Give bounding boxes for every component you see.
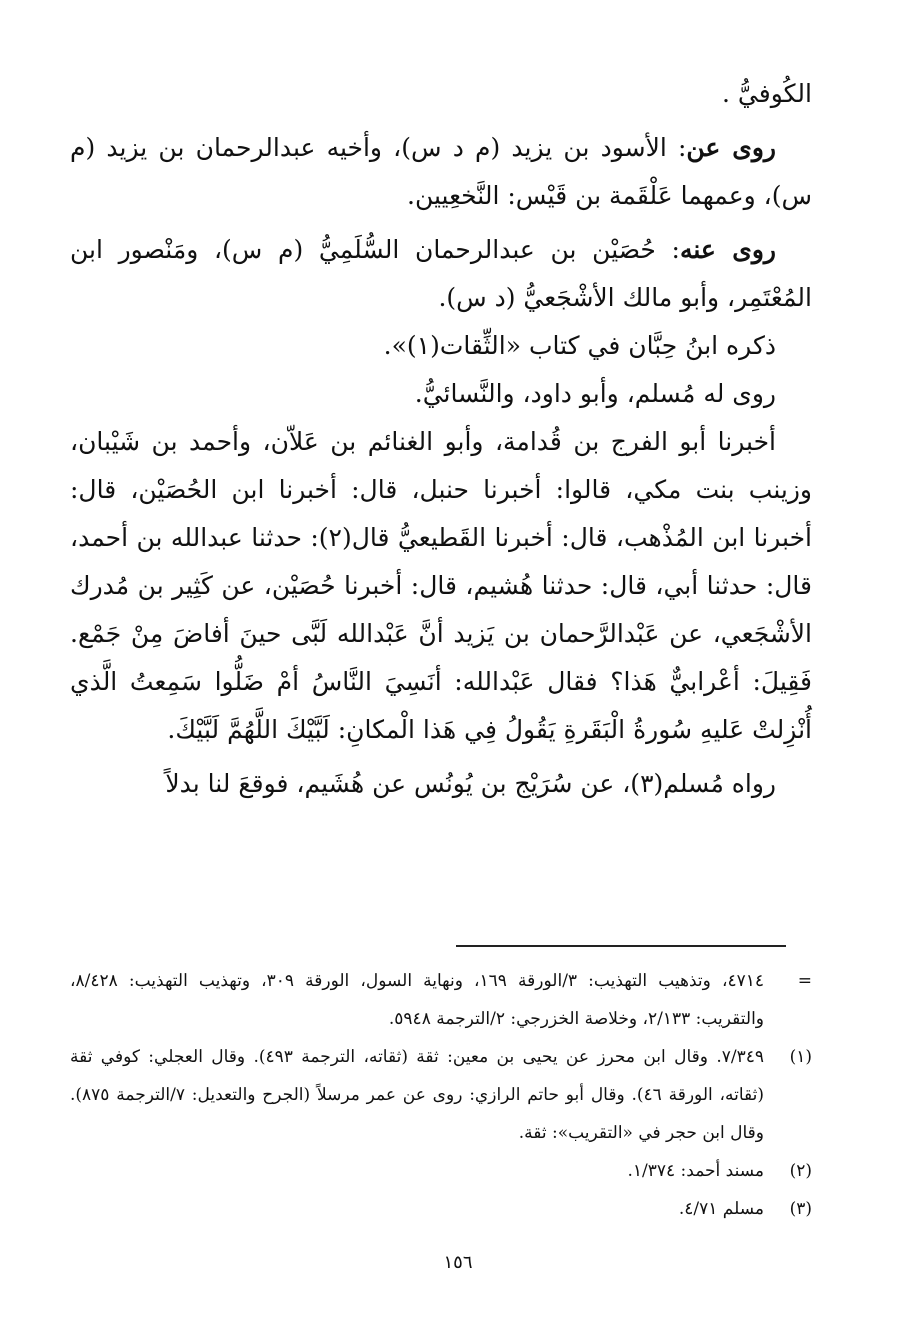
opening-line: الكُوفيُّ . [722,79,812,108]
footnote-marker: = [797,971,812,991]
text-rawa-anhu: : حُصَيْن بن عبدالرحمان السُّلَمِيُّ (م س)، ومَنْصور ابن المُعْتَمِر، وأبو مالك الأشْجَعيُّ (د س). [70,235,812,312]
label-rawa-an: روى عن [686,133,777,162]
footnote-2 [70,1152,812,1190]
label-rawa-anhu: روى عنه [679,235,776,264]
footnote-separator [456,945,786,947]
footnote-text: مسلم ٤/٧١. [678,1199,764,1219]
footnote-text: مسند أحمد: ١/٣٧٤. [627,1161,764,1181]
footnotes [70,962,812,1228]
footnote-marker: (٢) [789,1161,812,1181]
paragraph-muslim: رواه مُسلم(٣)، عن سُرَيْج بن يُونُس عن هُشَيم، فوقعَ لنا بدلاً [165,769,776,798]
paragraph-thiqat: ذكره ابنُ حِبَّان في كتاب «الثِّقات(١)». [383,331,776,360]
paragraph-isnad: أخبرنا أبو الفرج بن قُدامة، وأبو الغنائم بن عَلاّن، وأحمد بن شَيْبان، وزينب بنت مكي، قالوا: أخبرنا حنبل، قال: أخبرنا ابن الحُصَيْن، قال: أخبرنا ابن المُذْهب، قال: أخبرنا القَطيعيُّ قال(٢): حدثنا عبدالله بن أحمد، قال: حدثنا أبي، قال: حدثنا هُشيم، قال: أخبرنا حُصَيْن، عن كَثِير بن مُدرك الأشْجَعي، عن عَبْدالرَّحمان بن يَزيد أنَّ عَبْدالله لَبَّى حينَ أفاضَ مِنْ جَمْع. فَقِيلَ: أعْرابيٌّ هَذا؟ فقال عَبْدالله: أنَسِيَ النَّاسُ أمْ ضَلُّوا سَمِعتُ الَّذي أُنْزِلتْ عَليهِ سُورةُ الْبَقَرةِ يَقُولُ فِي هَذا الْمكانِ: لَبَّيْكَ اللَّهُمَّ لَبَّيْكَ. [70,427,812,744]
paragraph-rawa-an [70,124,812,220]
footnote-continued [70,962,812,1038]
footnote-1 [70,1038,812,1152]
paragraph-rawa-lahu: روى له مُسلم، وأبو داود، والنَّسائيُّ. [414,379,776,408]
footnote-3 [70,1190,812,1228]
text-rawa-an: : الأسود بن يزيد (م د س)، وأخيه عبدالرحمان بن يزيد (م س)، وعمهما عَلْقَمة بن قَيْس: النَّخعِيين. [70,133,812,210]
main-text [70,70,812,808]
footnote-text: ٧/٣٤٩. وقال ابن محرز عن يحيى بن معين: ثقة (ثقاته، الترجمة ٤٩٣). وقال العجلي: كوفي ثقة (ثقاته، الورقة ٤٦). وقال أبو حاتم الرازي: روى عن عمر مرسلاً (الجرح والتعديل: ٧/الترجمة ٨٧٥). وقال ابن حجر في «التقريب»: ثقة. [70,1047,765,1143]
footnote-text: ٤٧١٤، وتذهيب التهذيب: ٣/الورقة ١٦٩، ونهاية السول، الورقة ٣٠٩، وتهذيب التهذيب: ٨/٤٢٨، والتقريب: ٢/١٣٣، وخلاصة الخزرجي: ٢/الترجمة ٥٩٤٨. [70,971,764,1029]
footnote-marker: (١) [789,1047,812,1067]
paragraph-rawa-anhu [70,226,812,322]
page-number: ١٥٦ [443,1252,473,1273]
footnote-marker: (٣) [789,1199,812,1219]
paragraph-opening [70,70,812,118]
